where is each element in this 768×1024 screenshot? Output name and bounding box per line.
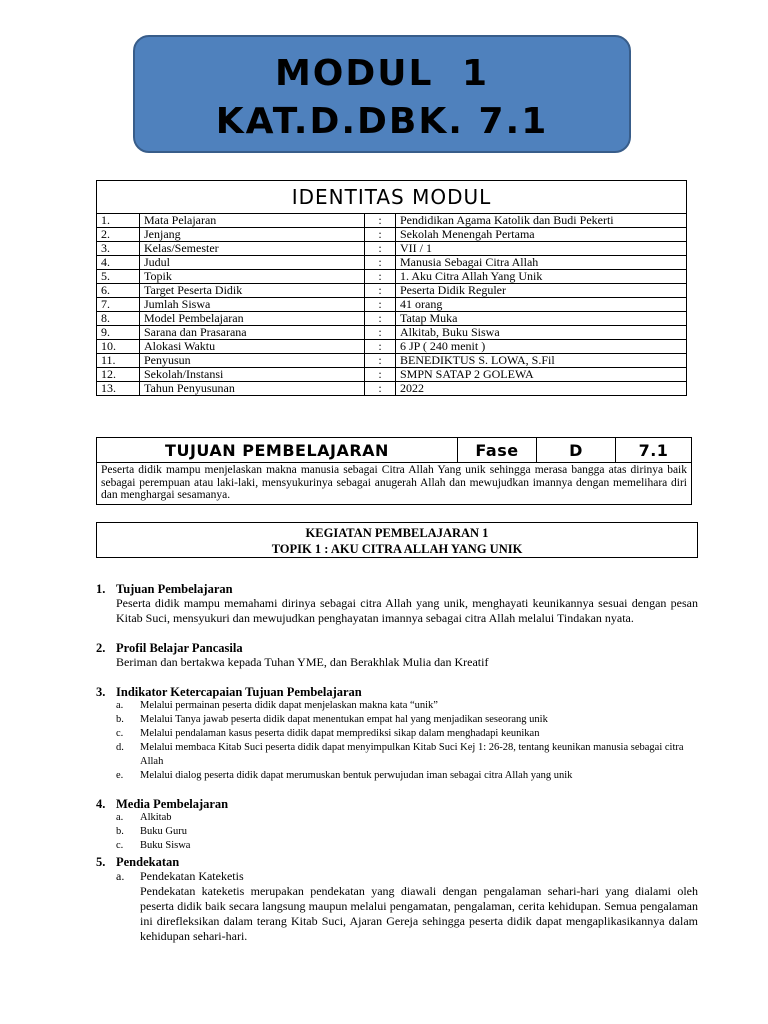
- table-row: [97, 326, 687, 340]
- item-text: Alkitab: [140, 812, 172, 823]
- tujuan-code: 7.1: [616, 438, 692, 463]
- section-number: 3.: [96, 685, 106, 699]
- list-item: [116, 741, 698, 769]
- row-value: 1. Aku Citra Allah Yang Unik: [396, 270, 687, 284]
- list-item: [116, 727, 698, 741]
- item-text: Melalui Tanya jawab peserta didik dapat menentukan empat hal yang menjadikan seseorang unik: [140, 714, 548, 725]
- row-separator: :: [365, 214, 396, 228]
- item-marker: a.: [116, 700, 124, 711]
- item-text: Buku Guru: [140, 826, 187, 837]
- module-title-banner: [133, 35, 631, 153]
- list-item: [116, 699, 698, 713]
- section-title: Profil Belajar Pancasila: [116, 641, 243, 655]
- list-item: [116, 769, 698, 783]
- section-heading: [96, 797, 698, 811]
- row-separator: :: [365, 242, 396, 256]
- kegiatan-topic: TOPIK 1 : AKU CITRA ALLAH YANG UNIK: [271, 542, 523, 556]
- table-row: [97, 354, 687, 368]
- row-number: 11.: [97, 354, 140, 368]
- item-marker: a.: [116, 869, 125, 883]
- row-value: VII / 1: [396, 242, 687, 256]
- section-heading: [96, 855, 698, 869]
- row-label: Penyusun: [140, 354, 365, 368]
- table-row: [97, 256, 687, 270]
- item-marker: b.: [116, 826, 124, 837]
- row-value: Peserta Didik Reguler: [396, 284, 687, 298]
- row-value: Sekolah Menengah Pertama: [396, 228, 687, 242]
- row-label: Judul: [140, 256, 365, 270]
- row-separator: :: [365, 340, 396, 354]
- section-heading: [96, 641, 698, 655]
- table-row: [97, 228, 687, 242]
- section-heading: [96, 685, 698, 699]
- row-label: Jenjang: [140, 228, 365, 242]
- row-label: Mata Pelajaran: [140, 214, 365, 228]
- item-text: Melalui permainan peserta didik dapat menjelaskan makna kata “unik”: [140, 700, 438, 711]
- row-label: Model Pembelajaran: [140, 312, 365, 326]
- tujuan-text: Peserta didik mampu menjelaskan makna manusia sebagai Citra Allah Yang unik sehingga merasa bangga atas dirinya baik sebagai perempuan atau laki-laki, mensyukurinya sebagai anugerah Allah dan mewujudkan imannya dengan memelihara diri dan menghargai sesamanya.: [97, 463, 692, 505]
- row-value: 2022: [396, 382, 687, 396]
- section-media: [96, 797, 698, 853]
- row-value: Pendidikan Agama Katolik dan Budi Pekerti: [396, 214, 687, 228]
- row-label: Jumlah Siswa: [140, 298, 365, 312]
- table-row: [97, 312, 687, 326]
- fase-label: Fase: [458, 438, 537, 463]
- section-text: Beriman dan bertakwa kepada Tuhan YME, dan Berakhlak Mulia dan Kreatif: [116, 655, 489, 669]
- section-title: Pendekatan: [116, 855, 180, 869]
- row-number: 13.: [97, 382, 140, 396]
- section-profil: [96, 641, 698, 670]
- row-separator: :: [365, 270, 396, 284]
- fase-value: D: [537, 438, 616, 463]
- section-number: 2.: [96, 641, 106, 655]
- item-text: Melalui membaca Kitab Suci peserta didik dapat menyimpulkan Kitab Suci Kej 1: 26-28, tentang keunikan manusia sebagai citra Allah: [140, 742, 684, 767]
- item-text: Buku Siswa: [140, 840, 191, 851]
- item-text: Melalui pendalaman kasus peserta didik dapat memprediksi sikap dalam menghadapi keunikan: [140, 728, 540, 739]
- row-number: 3.: [97, 242, 140, 256]
- list-item: [116, 839, 698, 853]
- section-pendekatan: [96, 855, 698, 944]
- row-value: BENEDIKTUS S. LOWA, S.Fil: [396, 354, 687, 368]
- indikator-list: [96, 699, 698, 783]
- row-number: 1.: [97, 214, 140, 228]
- row-value: Manusia Sebagai Citra Allah: [396, 256, 687, 270]
- row-number: 10.: [97, 340, 140, 354]
- row-separator: :: [365, 368, 396, 382]
- table-row: [97, 340, 687, 354]
- section-indikator: [96, 685, 698, 783]
- tujuan-pembelajaran-table: [96, 437, 692, 505]
- section-number: 4.: [96, 797, 106, 811]
- row-separator: :: [365, 284, 396, 298]
- item-marker: b.: [116, 714, 124, 725]
- identitas-title: IDENTITAS MODUL: [97, 181, 687, 214]
- section-tujuan: [96, 582, 698, 626]
- kegiatan-title: KEGIATAN PEMBELAJARAN 1: [305, 526, 489, 540]
- table-row: [97, 298, 687, 312]
- list-item: [116, 713, 698, 727]
- table-row: [97, 284, 687, 298]
- item-marker: e.: [116, 770, 124, 781]
- row-separator: :: [365, 298, 396, 312]
- item-marker: d.: [116, 742, 124, 753]
- table-row: [97, 382, 687, 396]
- row-value: 6 JP ( 240 menit ): [396, 340, 687, 354]
- table-row: [97, 270, 687, 284]
- module-content: [96, 582, 698, 944]
- row-label: Alokasi Waktu: [140, 340, 365, 354]
- row-number: 9.: [97, 326, 140, 340]
- item-marker: c.: [116, 840, 124, 851]
- table-row: [97, 242, 687, 256]
- row-label: Target Peserta Didik: [140, 284, 365, 298]
- section-heading: [96, 582, 698, 596]
- row-value: Tatap Muka: [396, 312, 687, 326]
- row-number: 2.: [97, 228, 140, 242]
- row-separator: :: [365, 326, 396, 340]
- row-value: SMPN SATAP 2 GOLEWA: [396, 368, 687, 382]
- row-label: Sarana dan Prasarana: [140, 326, 365, 340]
- row-label: Topik: [140, 270, 365, 284]
- row-value: 41 orang: [396, 298, 687, 312]
- subsection-title: Pendekatan Kateketis: [140, 869, 244, 883]
- module-code-line2: KAT.D.DBK. 7.1: [215, 101, 549, 142]
- item-text: Melalui dialog peserta didik dapat merumuskan bentuk perwujudan iman sebagai citra Allah yang unik: [140, 770, 573, 781]
- row-number: 5.: [97, 270, 140, 284]
- row-separator: :: [365, 256, 396, 270]
- section-title: Indikator Ketercapaian Tujuan Pembelajaran: [116, 685, 362, 699]
- kegiatan-box: [96, 522, 698, 558]
- row-separator: :: [365, 312, 396, 326]
- section-title: Media Pembelajaran: [116, 797, 229, 811]
- row-separator: :: [365, 382, 396, 396]
- tujuan-title: TUJUAN PEMBELAJARAN: [97, 438, 458, 463]
- row-label: Kelas/Semester: [140, 242, 365, 256]
- section-number: 5.: [96, 855, 106, 869]
- table-row: [97, 368, 687, 382]
- table-row: [97, 214, 687, 228]
- row-number: 12.: [97, 368, 140, 382]
- section-number: 1.: [96, 582, 106, 596]
- section-text: Pendekatan kateketis merupakan pendekatan yang diawali dengan pengalaman sehari-hari yang dialami oleh peserta didik baik secara langsung maupun melalui pengamatan, pengalaman, cerita kehidupan. Semua pengalaman ini direfleksikan dalam terang Kitab Suci, Ajaran Gereja sehingga peserta didik dapat mengaplikasikannya dalam kehidupan sehari-hari.: [140, 884, 698, 943]
- list-item: [116, 811, 698, 825]
- row-number: 6.: [97, 284, 140, 298]
- row-number: 7.: [97, 298, 140, 312]
- row-label: Tahun Penyusunan: [140, 382, 365, 396]
- item-marker: a.: [116, 812, 124, 823]
- row-separator: :: [365, 228, 396, 242]
- row-number: 4.: [97, 256, 140, 270]
- section-text: Peserta didik mampu memahami dirinya sebagai citra Allah yang unik, menghayati keunikannya sesuai dengan pesan Kitab Suci, mensyukuri dan mewujudkan penghayatan imannya sebagai citra Allah melalui Tindakan nyata.: [116, 596, 698, 625]
- list-item: [116, 825, 698, 839]
- module-title-line1: MODUL 1: [274, 53, 490, 94]
- row-value: Alkitab, Buku Siswa: [396, 326, 687, 340]
- row-separator: :: [365, 354, 396, 368]
- section-title: Tujuan Pembelajaran: [116, 582, 233, 596]
- identitas-modul-table: [96, 180, 687, 396]
- item-marker: c.: [116, 728, 124, 739]
- subsection-heading: [116, 869, 698, 884]
- row-number: 8.: [97, 312, 140, 326]
- media-list: [96, 811, 698, 853]
- row-label: Sekolah/Instansi: [140, 368, 365, 382]
